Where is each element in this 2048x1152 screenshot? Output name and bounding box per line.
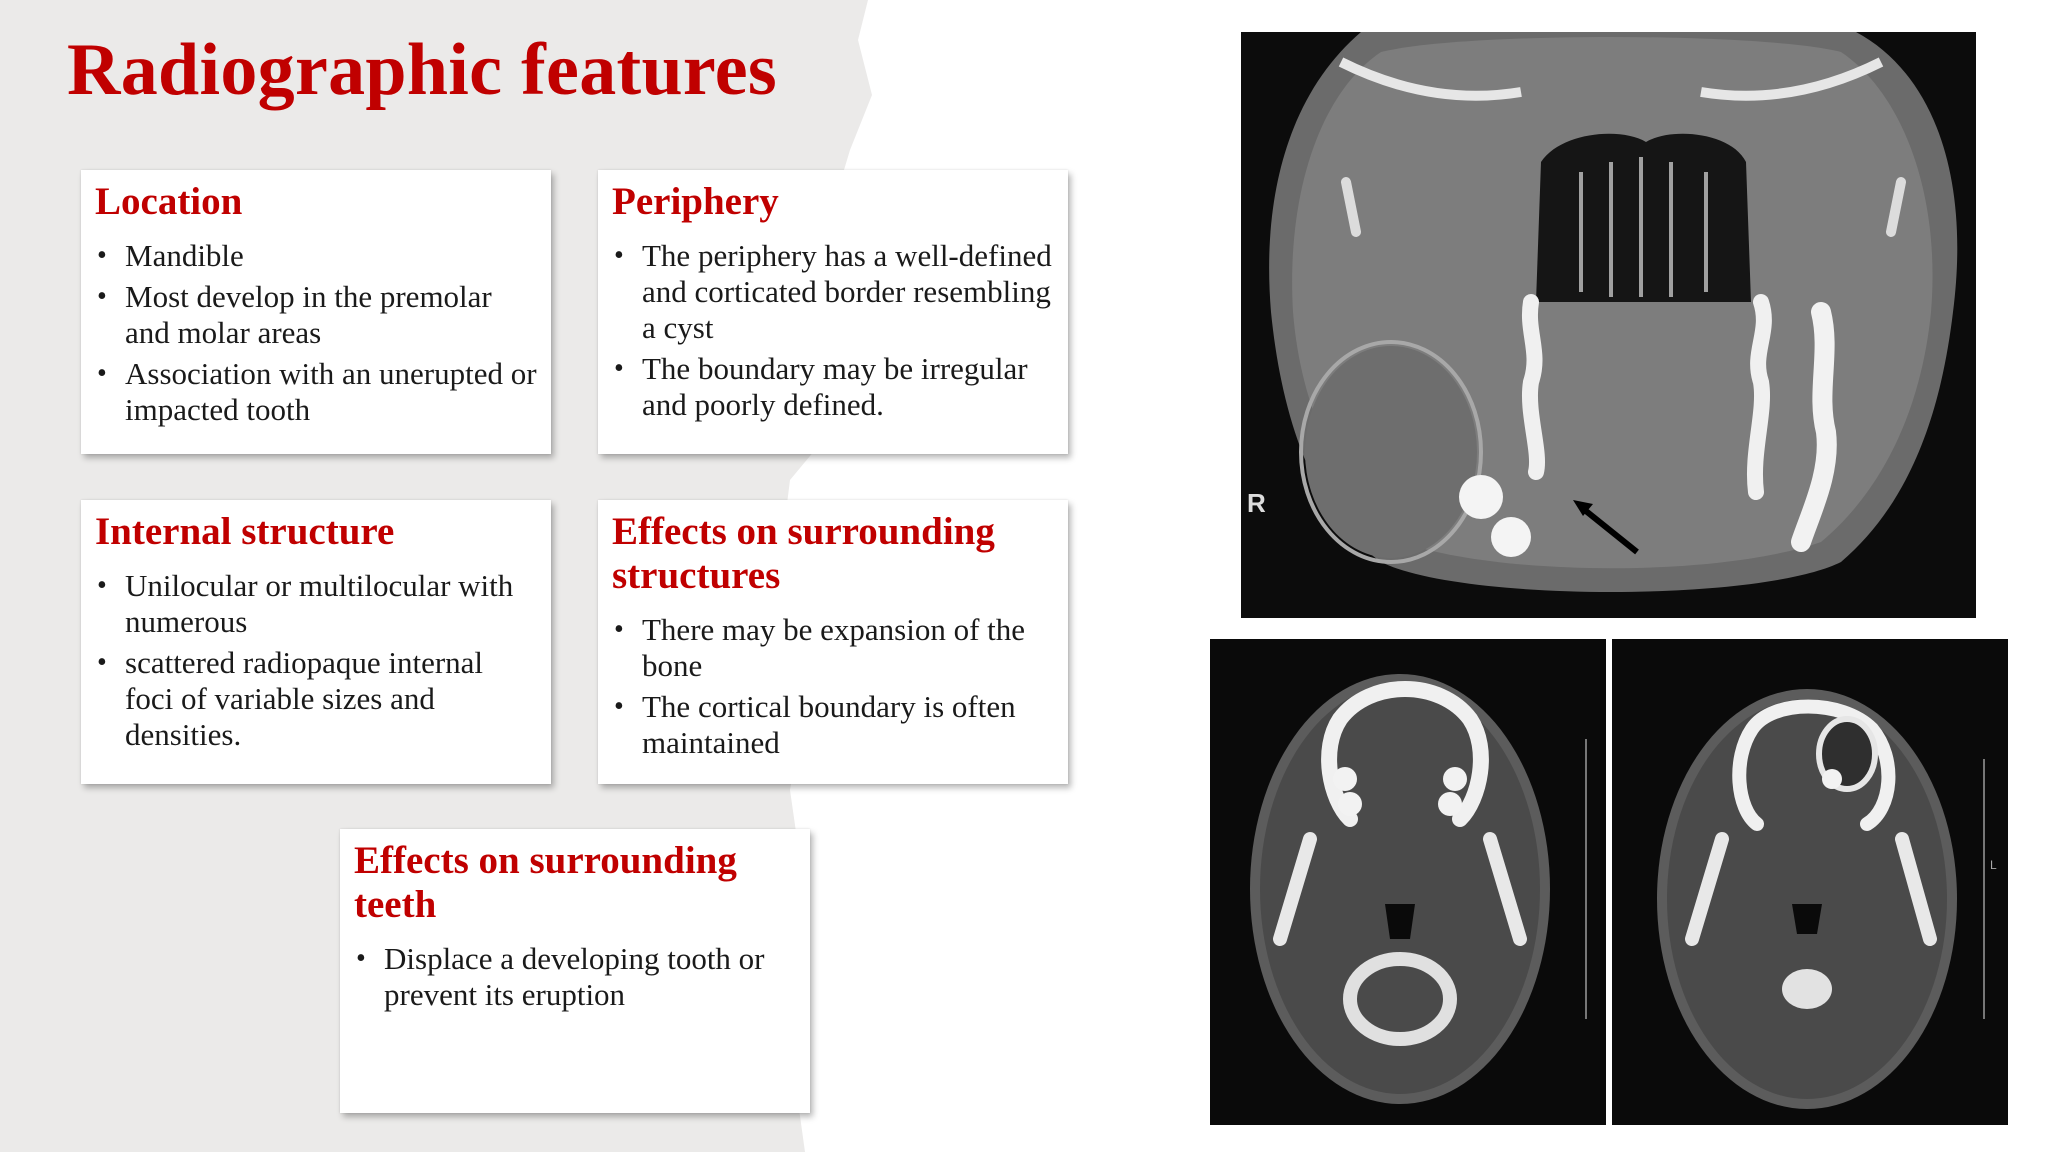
- periphery-card: [598, 170, 1068, 454]
- list-item: • The periphery has a well-defined and corticated border resembling a cyst: [612, 238, 1054, 346]
- location-list: [95, 238, 537, 428]
- surrounding-teeth-list: [354, 941, 796, 1013]
- ct-orientation-marker: R: [1247, 488, 1266, 518]
- list-item: • The boundary may be irregular and poorly defined.: [612, 351, 1054, 423]
- list-item: • Unilocular or multilocular with numerous: [95, 568, 537, 640]
- location-card: [81, 170, 551, 454]
- list-item: • The cortical boundary is often maintained: [612, 689, 1054, 761]
- list-item: • Mandible: [95, 238, 537, 274]
- list-item: • scattered radiopaque internal foci of variable sizes and densities.: [95, 645, 537, 753]
- list-item: • Most develop in the premolar and molar areas: [95, 279, 537, 351]
- location-title: Location: [95, 180, 243, 223]
- axial-ct-image-left: [1210, 639, 1606, 1125]
- internal-structure-title: Internal structure: [95, 510, 395, 553]
- periphery-list: [612, 238, 1054, 423]
- ct-orientation-marker: L: [1990, 858, 1997, 872]
- internal-structure-card: [81, 500, 551, 784]
- list-item: • Association with an unerupted or impacted tooth: [95, 356, 537, 428]
- periphery-title: Periphery: [612, 180, 779, 223]
- list-item: • There may be expansion of the bone: [612, 612, 1054, 684]
- surrounding-teeth-title: Effects on surrounding teeth: [354, 839, 737, 926]
- surrounding-teeth-card: [340, 829, 810, 1113]
- surrounding-structures-card: [598, 500, 1068, 784]
- internal-structure-list: [95, 568, 537, 753]
- surrounding-structures-list: [612, 612, 1054, 761]
- list-item: • Displace a developing tooth or prevent its eruption: [354, 941, 796, 1013]
- slide-title: Radiographic features: [67, 29, 777, 111]
- axial-ct-image-right: [1612, 639, 2008, 1125]
- coronal-ct-image: [1241, 32, 1976, 618]
- surrounding-structures-title: Effects on surrounding structures: [612, 510, 995, 597]
